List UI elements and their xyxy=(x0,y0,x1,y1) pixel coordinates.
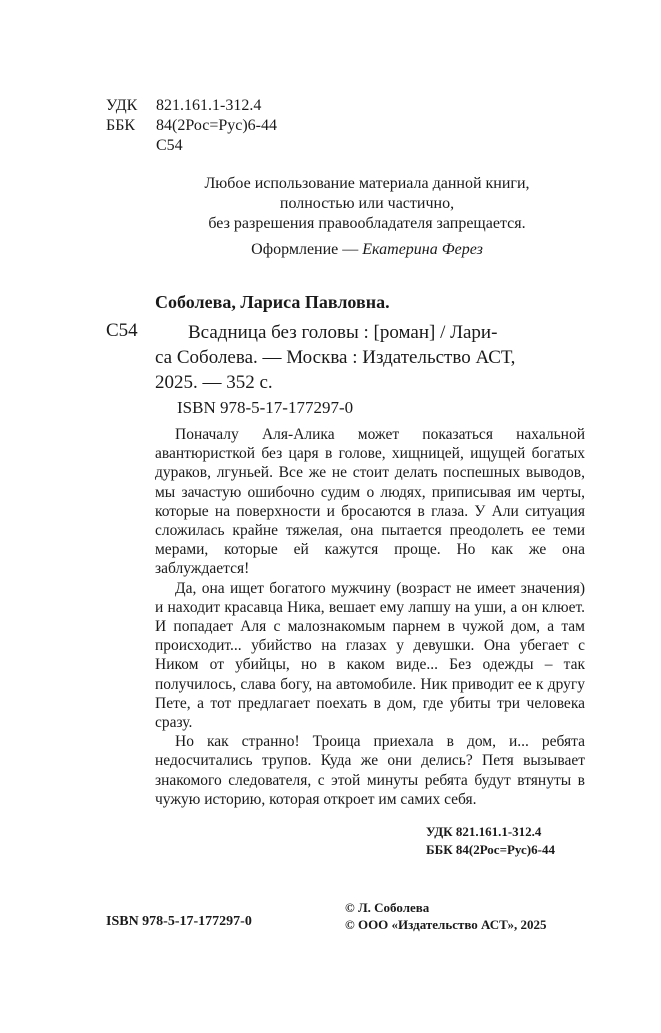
bottom-bbk: ББК 84(2Рос=Рус)6-44 xyxy=(426,842,555,857)
udk-label: УДК xyxy=(106,97,138,114)
bottom-classification-codes xyxy=(426,823,555,859)
biblio-line: са Соболева. — Москва : Издательство АСТ, xyxy=(155,347,516,368)
annotation-paragraph: Но как странно! Троица приехала в дом, и... ребята недосчитались трупов. Куда же они делись? Петя вызывает знакомого следователя, с этой минуты ребята будут втянуты в чужую историю, которая откроет им самих себя. xyxy=(155,733,585,808)
classification-codes xyxy=(106,96,277,156)
isbn: ISBN 978-5-17-177297-0 xyxy=(177,398,354,417)
copyright-publisher: © ООО «Издательство АСТ», 2025 xyxy=(345,917,547,932)
udk-row xyxy=(106,96,277,116)
udk-value: 821.161.1-312.4 xyxy=(156,97,262,114)
bbk-label: ББК xyxy=(106,117,136,134)
biblio-line: Всадница без головы : [роман] / Лари- xyxy=(188,322,498,343)
biblio-line: 2025. — 352 с. xyxy=(155,372,273,393)
copyright-author: © Л. Соболева xyxy=(345,900,430,915)
author-heading: Соболева, Лариса Павловна. xyxy=(155,292,390,312)
copyright-lines xyxy=(345,899,547,933)
bbk-row xyxy=(106,116,277,136)
isbn-bottom: ISBN 978-5-17-177297-0 xyxy=(106,914,252,929)
annotation-paragraph: Поначалу Аля-Алика может показаться нахальной авантюристкой без царя в голове, хищницей, ищущей богатых дураков, лгуньей. Все же не стоит делать поспешных выводов, мы зачастую ошибочно судим о людях, приписывая им черты, которые на поверхности и бросаются в глаза. У Али ситуация сложилась крайне тяжелая, она пытается преодолеть ее теми мерами, которые ей кажутся проще. Но как же она заблуждается! xyxy=(155,426,585,578)
bottom-udk: УДК 821.161.1-312.4 xyxy=(426,824,542,839)
bibliographic-description xyxy=(155,320,585,395)
bbk-value: 84(2Рос=Рус)6-44 xyxy=(156,117,278,134)
catalog-mark: С54 xyxy=(106,320,138,341)
notice-line: полностью или частично, xyxy=(279,195,455,212)
design-label: Оформление — xyxy=(251,241,363,258)
author-mark: С54 xyxy=(156,137,183,154)
designer-name: Екатерина Ферез xyxy=(362,241,483,258)
notice-line: Любое использование материала данной книги, xyxy=(204,175,530,192)
notice-line: без разрешения правообладателя запрещается. xyxy=(208,215,526,232)
copyright-notice xyxy=(150,174,584,234)
design-credit xyxy=(150,241,584,259)
annotation-paragraph: Да, она ищет богатого мужчину (возраст не имеет значения) и находит красавца Ника, вешает ему лапшу на уши, а он клюет. И попадает Аля с малознакомым парнем в чужой дом, а там происходит... убийство на глазах у девушки. Она убегает с Ником от убийцы, но в каком виде... Без одежды – так получилось, слава богу, на автомобиле. Ник приводит ее к другу Пете, а тот предлагает поехать в дом, где убиты три человека сразу. xyxy=(155,579,585,732)
author-mark-row xyxy=(106,136,277,156)
annotation xyxy=(155,425,585,809)
